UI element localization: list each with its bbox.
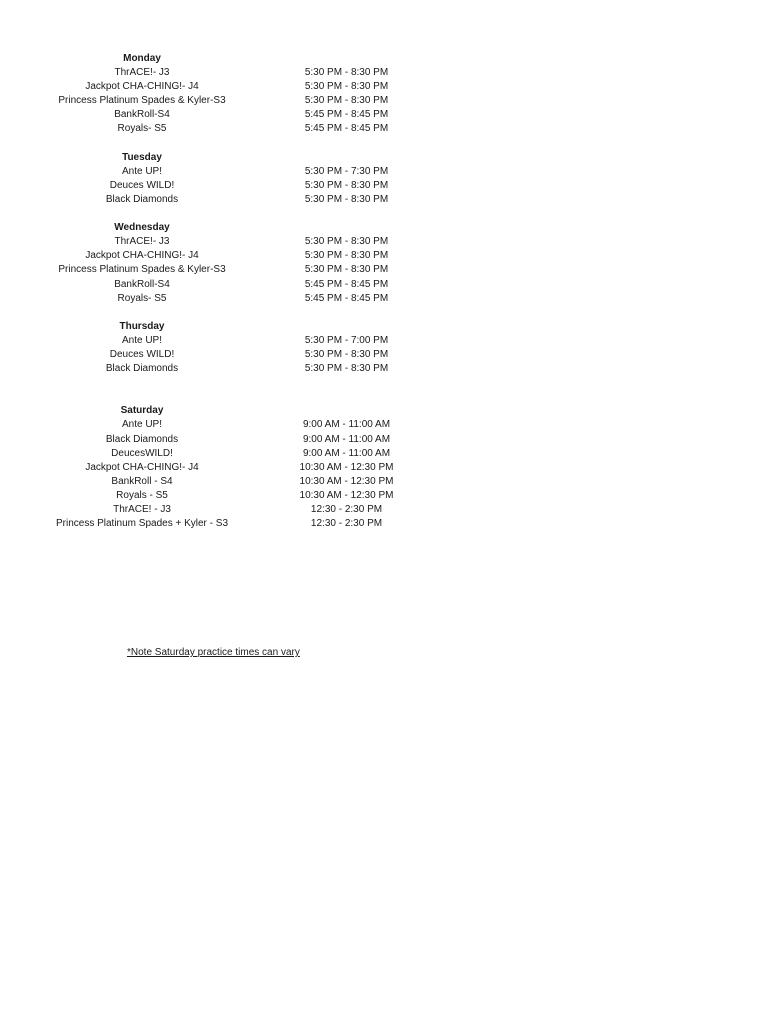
day-heading-row xyxy=(0,320,420,334)
team-name: Jackpot CHA-CHING!- J4 xyxy=(85,250,199,262)
spacer xyxy=(0,306,420,320)
practice-time: 5:30 PM - 8:30 PM xyxy=(304,236,389,248)
schedule-row xyxy=(0,292,420,306)
schedule-row xyxy=(0,475,420,489)
practice-time: 5:30 PM - 8:30 PM xyxy=(304,179,389,191)
practice-time: 10:30 AM - 12:30 PM xyxy=(299,475,394,487)
spacer xyxy=(0,137,420,151)
day-title: Saturday xyxy=(120,405,164,417)
schedule-row xyxy=(0,94,420,108)
practice-time: 5:30 PM - 7:00 PM xyxy=(304,334,389,346)
day-block-monday xyxy=(0,52,420,137)
team-name: BankRoll-S4 xyxy=(114,109,170,121)
schedule-row xyxy=(0,418,420,432)
schedule-row xyxy=(0,179,420,193)
team-name: ThrACE!- J3 xyxy=(114,67,170,79)
day-block-saturday xyxy=(0,404,420,531)
schedule-row xyxy=(0,461,420,475)
schedule-row xyxy=(0,334,420,348)
practice-time: 10:30 AM - 12:30 PM xyxy=(299,489,394,501)
schedule-row xyxy=(0,433,420,447)
team-name: Ante UP! xyxy=(121,419,163,431)
day-title: Wednesday xyxy=(114,222,170,234)
team-name: Princess Platinum Spades + Kyler - S3 xyxy=(55,518,229,530)
day-heading-row xyxy=(0,151,420,165)
schedule-row xyxy=(0,165,420,179)
practice-time: 5:45 PM - 8:45 PM xyxy=(304,109,389,121)
team-name: Jackpot CHA-CHING!- J4 xyxy=(85,461,199,473)
day-title: Monday xyxy=(123,53,161,64)
practice-time: 9:00 AM - 11:00 AM xyxy=(302,419,391,431)
team-name: Black Diamonds xyxy=(105,433,179,445)
schedule-row xyxy=(0,235,420,249)
schedule-row xyxy=(0,122,420,136)
practice-time: 5:30 PM - 8:30 PM xyxy=(304,95,389,107)
schedule-row xyxy=(0,193,420,207)
day-title: Thursday xyxy=(119,320,165,332)
day-block-tuesday xyxy=(0,151,420,207)
team-name: Ante UP! xyxy=(121,165,163,177)
practice-time: 12:30 - 2:30 PM xyxy=(310,504,383,515)
practice-time: 5:30 PM - 8:30 PM xyxy=(304,264,389,276)
team-name: ThrACE! - J3 xyxy=(113,504,171,515)
saturday-note: *Note Saturday practice times can vary xyxy=(127,647,300,658)
team-name: Royals- S5 xyxy=(117,123,167,135)
team-name: Royals- S5 xyxy=(117,292,167,304)
team-name: Black Diamonds xyxy=(105,193,179,205)
practice-time: 5:30 PM - 8:30 PM xyxy=(304,348,389,360)
team-name: Deuces WILD! xyxy=(109,179,175,191)
schedule-row xyxy=(0,362,420,376)
schedule-row xyxy=(0,263,420,277)
team-name: BankRoll - S4 xyxy=(111,475,173,487)
team-name: Deuces WILD! xyxy=(109,348,175,360)
practice-time: 5:45 PM - 8:45 PM xyxy=(304,123,389,135)
practice-time: 5:30 PM - 8:30 PM xyxy=(304,193,389,205)
schedule-row xyxy=(0,503,420,517)
practice-schedule xyxy=(0,52,420,531)
schedule-row xyxy=(0,517,420,531)
team-name: Ante UP! xyxy=(121,334,163,346)
practice-time: 5:30 PM - 8:30 PM xyxy=(304,250,389,262)
practice-time: 5:45 PM - 8:45 PM xyxy=(304,278,389,290)
practice-time: 5:30 PM - 8:30 PM xyxy=(304,363,389,375)
schedule-row xyxy=(0,249,420,263)
day-heading-row xyxy=(0,52,420,66)
practice-time: 5:45 PM - 8:45 PM xyxy=(304,292,389,304)
practice-time: 5:30 PM - 7:30 PM xyxy=(304,165,389,177)
schedule-row xyxy=(0,80,420,94)
spacer xyxy=(0,376,420,404)
team-name: Jackpot CHA-CHING!- J4 xyxy=(85,81,199,93)
day-title: Tuesday xyxy=(122,151,162,163)
team-name: Princess Platinum Spades & Kyler-S3 xyxy=(58,95,226,107)
team-name: Black Diamonds xyxy=(105,363,179,375)
schedule-row xyxy=(0,108,420,122)
schedule-row xyxy=(0,278,420,292)
team-name: BankRoll-S4 xyxy=(114,278,170,290)
schedule-row xyxy=(0,348,420,362)
team-name: Princess Platinum Spades & Kyler-S3 xyxy=(58,264,226,276)
practice-time: 9:00 AM - 11:00 AM xyxy=(302,447,391,459)
team-name: DeucesWILD! xyxy=(111,447,173,459)
schedule-row xyxy=(0,66,420,80)
team-name: Royals - S5 xyxy=(116,489,168,501)
spacer xyxy=(0,207,420,221)
day-heading-row xyxy=(0,221,420,235)
day-heading-row xyxy=(0,404,420,418)
team-name: ThrACE!- J3 xyxy=(114,236,170,248)
practice-time: 9:00 AM - 11:00 AM xyxy=(302,433,391,445)
schedule-row xyxy=(0,447,420,461)
day-block-wednesday xyxy=(0,221,420,306)
day-block-thursday xyxy=(0,320,420,376)
practice-time: 12:30 - 2:30 PM xyxy=(310,518,383,530)
practice-time: 10:30 AM - 12:30 PM xyxy=(299,461,394,473)
practice-time: 5:30 PM - 8:30 PM xyxy=(304,81,389,93)
schedule-row xyxy=(0,489,420,503)
practice-time: 5:30 PM - 8:30 PM xyxy=(304,67,389,79)
